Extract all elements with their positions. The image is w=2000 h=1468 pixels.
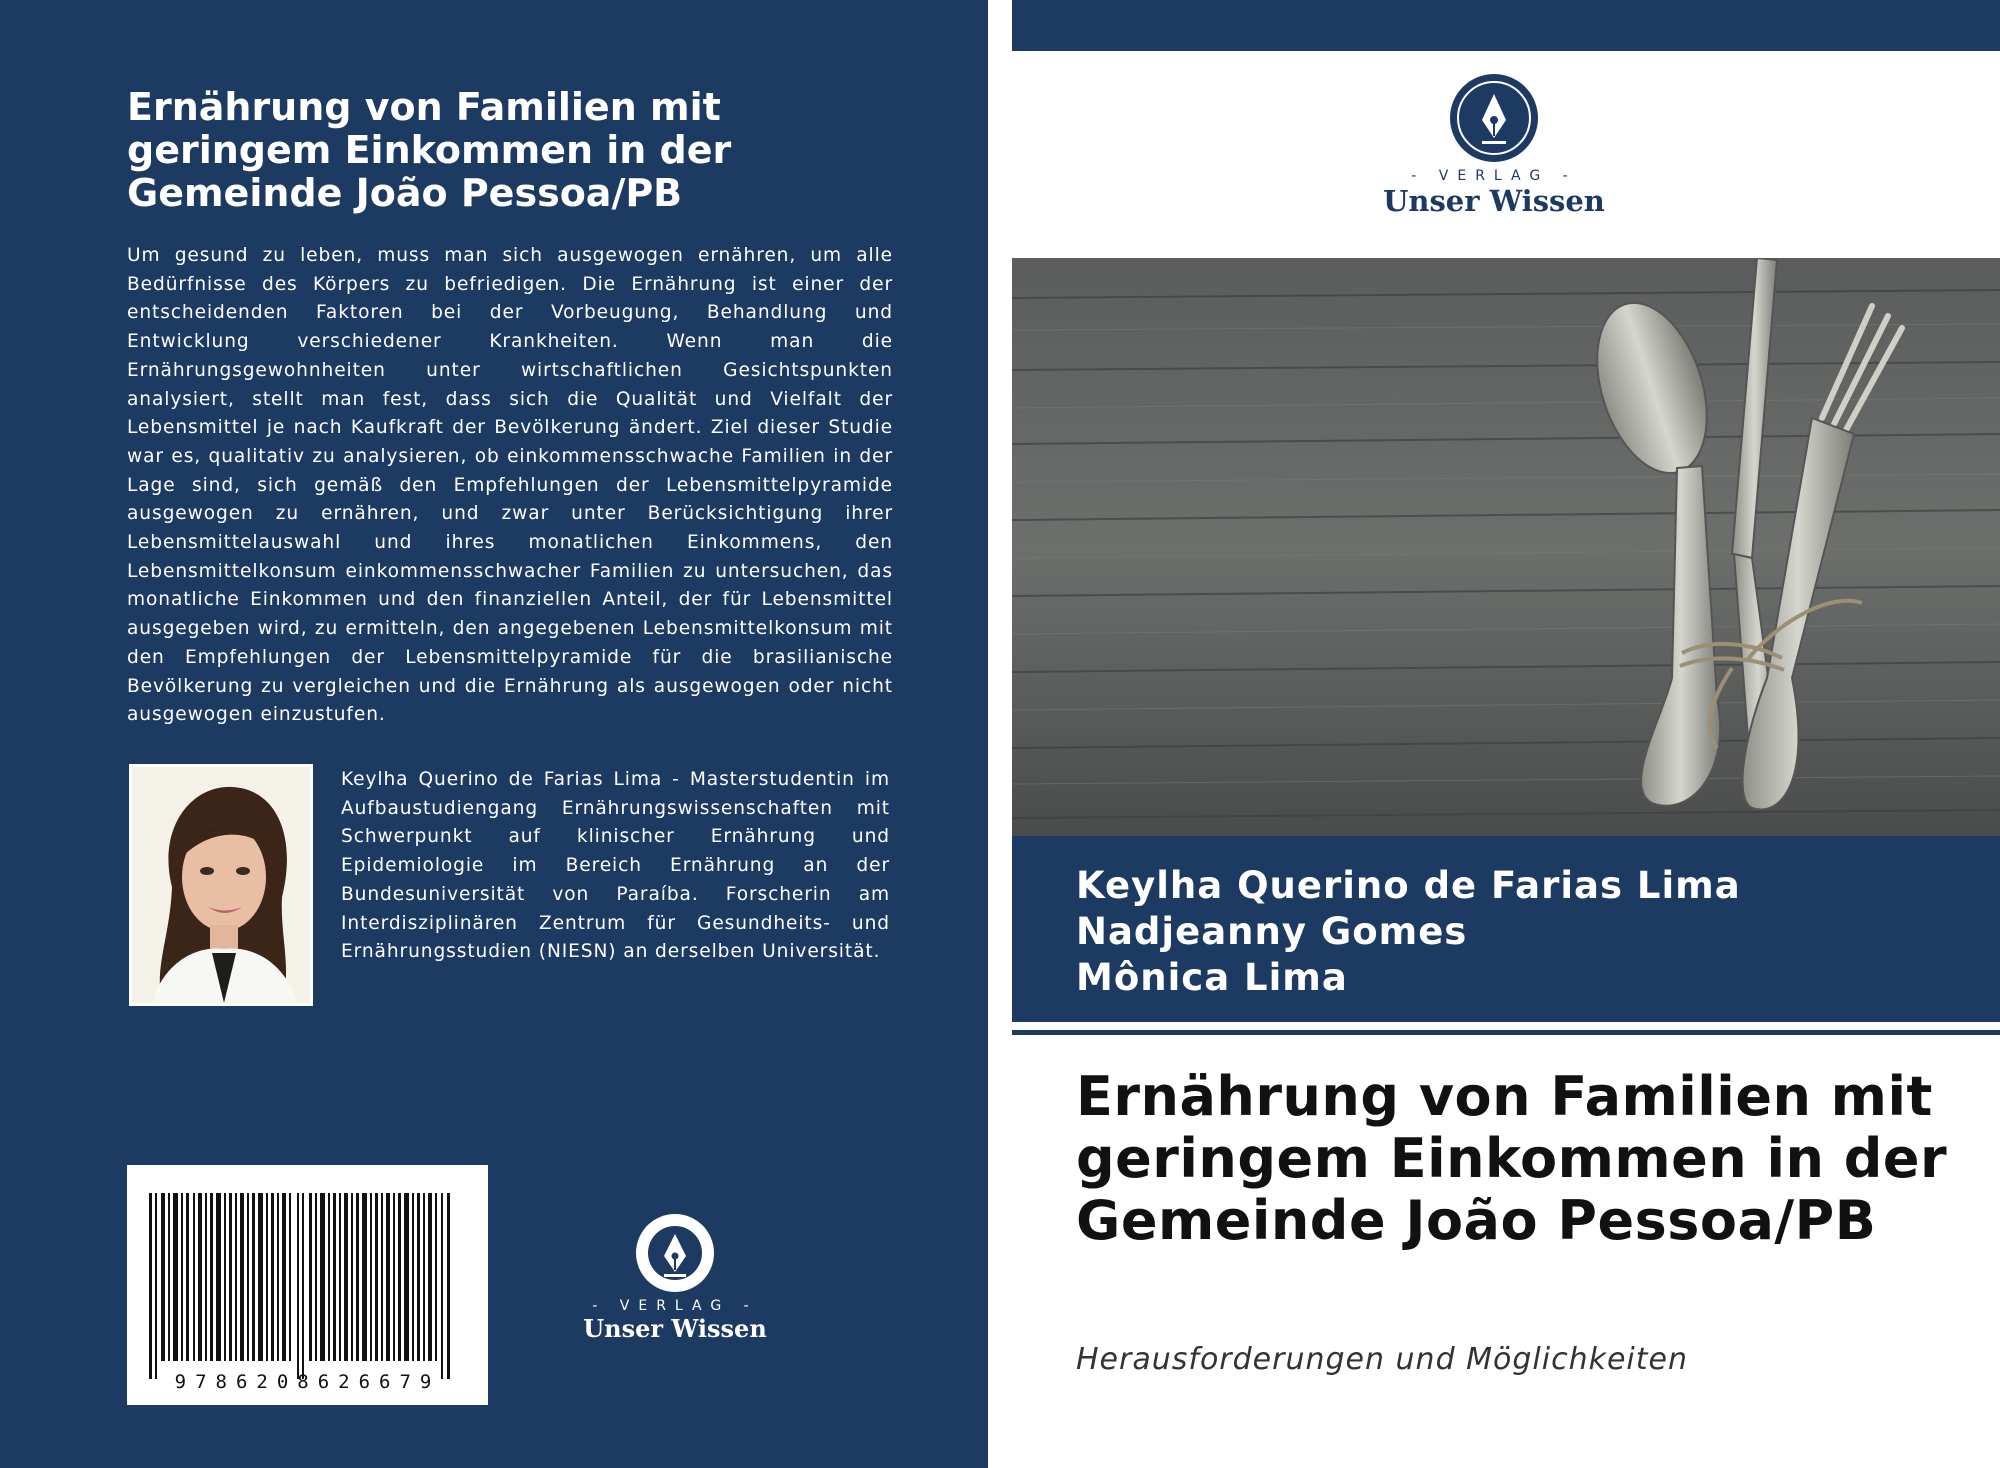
author-portrait-image	[132, 767, 310, 1003]
author-name-2: Nadjeanny Gomes	[1076, 910, 1468, 953]
isbn-barcode	[127, 1165, 488, 1405]
barcode-bars	[127, 1165, 488, 1405]
logo-publisher-name: Unser Wissen	[1383, 184, 1605, 218]
author-band	[1012, 836, 2000, 1022]
cutlery-photo	[1012, 258, 2000, 836]
front-cover-subtitle: Herausforderungen und Möglichkeiten	[1076, 1342, 1689, 1377]
fountain-pen-nib-icon	[634, 1212, 716, 1294]
publisher-logo-back	[580, 1212, 770, 1343]
front-cover-top-bar	[1012, 0, 2000, 51]
author-biography: Keylha Querino de Farias Lima - Masterstudentin im Aufbaustudiengang Ernährungswissenschaften mit Schwerpunkt auf klinischer Ernährung und Epidemiologie im Bereich Ernährung an der Bundesuniversität von Paraíba. Forscherin am Interdisziplinären Zentrum für Gesundheits- und Ernährungsstudien (NIESN) an derselben Universität.	[341, 769, 890, 963]
divider-rule	[1012, 1030, 2000, 1035]
fountain-pen-nib-icon	[1448, 72, 1540, 164]
back-cover	[0, 0, 988, 1468]
back-cover-blurb: Um gesund zu leben, muss man sich ausgewogen ernähren, um alle Bedürfnisse des Körpers zu befriedigen. Die Ernährung ist einer der entscheidenden Faktoren bei der Vorbeugung, Behandlung und Entwicklung verschiedener Krankheiten. Wenn man die Ernährungsgewohnheiten unter wirtschaftlichen Gesichtspunkten analysiert, stellt man fest, dass sich die Qualität und Vielfalt der Lebensmittel je nach Kaufkraft der Bevölkerung ändert. Ziel dieser Studie war es, qualitativ zu analysieren, ob einkommensschwache Familien in der Lage sind, sich gemäß den Empfehlungen der Lebensmittelpyramide ausgewogen zu ernähren, und zwar unter Berücksichtigung ihrer Lebensmittelauswahl und ihres monatlichen Einkommens, den Lebensmittelkonsum einkommensschwacher Familien zu untersuchen, das monatliche Einkommen und den finanziellen Anteil, der für Lebensmittel ausgegeben wird, zu ermitteln, den angegebenen Lebensmittelkonsum mit den Empfehlungen der Lebensmittelpyramide für die brasilianische Bevölkerung zu vergleichen und die Ernährung als ausgewogen oder nicht ausgewogen einzustufen.	[127, 245, 893, 726]
author-name-1: Keylha Querino de Farias Lima	[1076, 864, 1741, 907]
logo-publisher-name: Unser Wissen	[583, 1314, 767, 1343]
back-cover-title: Ernährung von Familien mit geringem Einkommen in der Gemeinde João Pessoa/PB	[127, 85, 732, 215]
isbn-digits: 9786208626679	[174, 1371, 441, 1393]
cover-photo-cutlery-on-wood	[1012, 258, 2000, 836]
author-photo	[129, 764, 313, 1006]
logo-verlag-text: - VERLAG -	[1411, 168, 1577, 184]
author-name-3: Mônica Lima	[1076, 956, 1348, 999]
publisher-logo-front	[1379, 72, 1609, 218]
logo-verlag-text: - VERLAG -	[592, 1298, 758, 1314]
front-cover-title: Ernährung von Familien mit geringem Einkommen in der Gemeinde João Pessoa/PB	[1076, 1065, 1948, 1252]
